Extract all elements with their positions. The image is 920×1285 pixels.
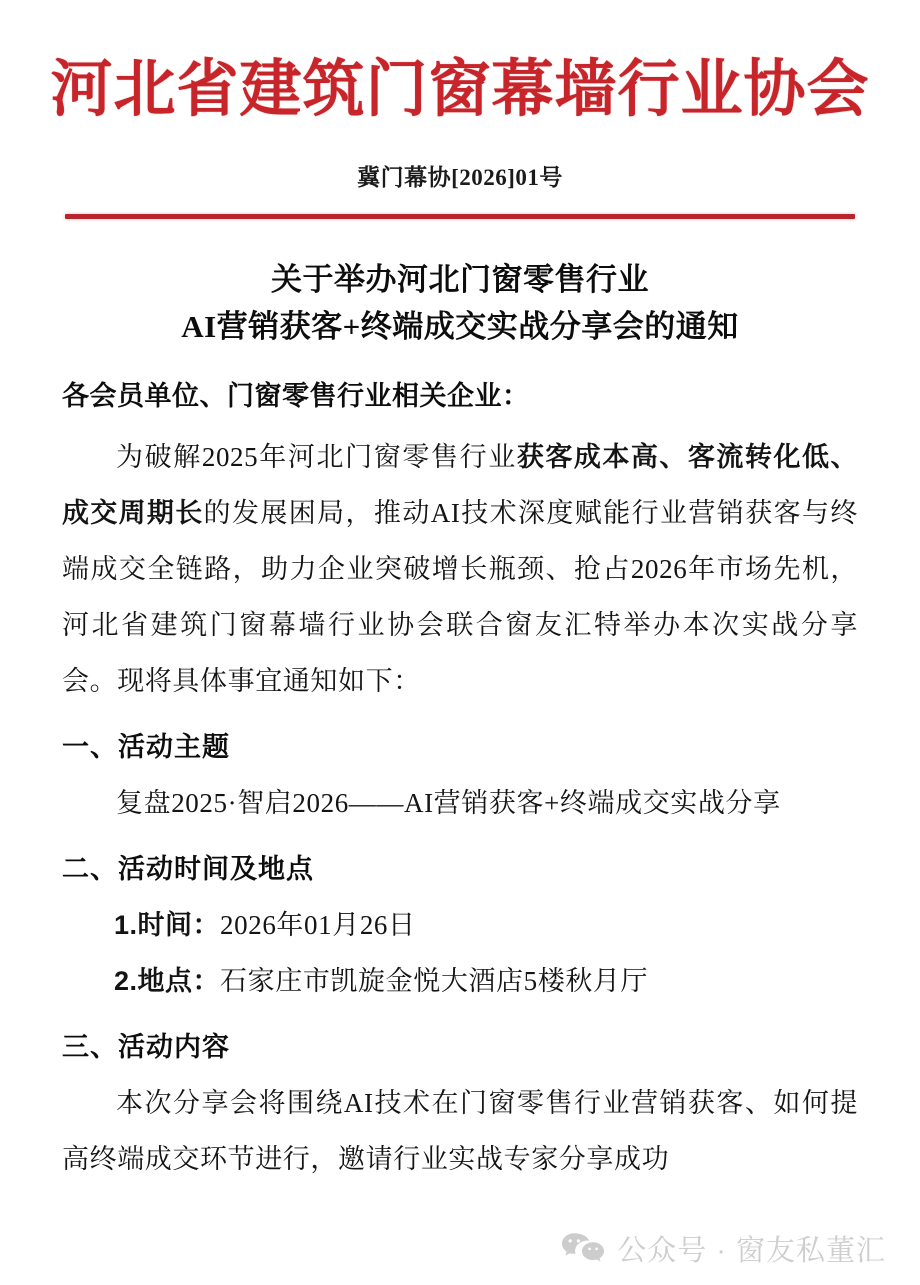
organization-title: 河北省建筑门窗幕墙行业协会 — [50, 56, 870, 124]
section-two-item-place — [114, 953, 858, 1009]
document-number: 冀门幕协[2026]01号 — [357, 165, 563, 191]
section-activity-content — [62, 1019, 858, 1187]
wechat-icon — [561, 1232, 605, 1266]
document-title — [0, 257, 920, 350]
watermark-text: 公众号 · 窗友私董汇 — [617, 1235, 886, 1267]
salutation: 各会员单位、门窗零售行业相关企业： — [62, 381, 530, 412]
section-three-text: 本次分享会将围绕AI技术在门窗零售行业营销获客、如何提高终端成交环节进行，邀请行业实战专家分享成功 — [62, 1087, 858, 1174]
opening-paragraph-emphasis: 获客成本高、客流转化低、成交周期长 — [62, 441, 858, 528]
document-masthead — [0, 0, 920, 219]
opening-paragraph — [62, 429, 858, 709]
opening-paragraph-part-1: 为破解2025年河北门窗零售行业 — [116, 441, 517, 472]
red-separator-rule — [65, 214, 855, 219]
section-one-heading: 一、活动主题 — [62, 731, 230, 762]
section-one-text: 复盘2025·智启2026——AI营销获客+终端成交实战分享 — [116, 787, 781, 818]
time-label: 1.时间： — [114, 909, 221, 940]
document-title-line-1: 关于举办河北门窗零售行业 — [271, 262, 649, 298]
watermark — [561, 1228, 886, 1269]
section-activity-theme — [62, 719, 858, 831]
opening-paragraph-part-2: 的发展困局，推动AI技术深度赋能行业营销获客与终端成交全链路，助力企业突破增长瓶颈、抢占2026年市场先机，河北省建筑门窗幕墙行业协会联合窗友汇特举办本次实战分享会。现将具体事宜通知如下： — [62, 497, 859, 696]
section-two-heading: 二、活动时间及地点 — [62, 853, 314, 884]
section-three-heading: 三、活动内容 — [62, 1031, 230, 1062]
place-label: 2.地点： — [114, 965, 221, 996]
place-value: 石家庄市凯旋金悦大酒店5楼秋月厅 — [220, 965, 649, 996]
section-two-item-time — [114, 897, 858, 953]
time-value: 2026年01月26日 — [220, 909, 416, 940]
document-title-line-2: AI营销获客+终端成交实战分享会的通知 — [181, 308, 739, 344]
section-time-and-place — [62, 841, 858, 1009]
document-body — [62, 376, 858, 1187]
